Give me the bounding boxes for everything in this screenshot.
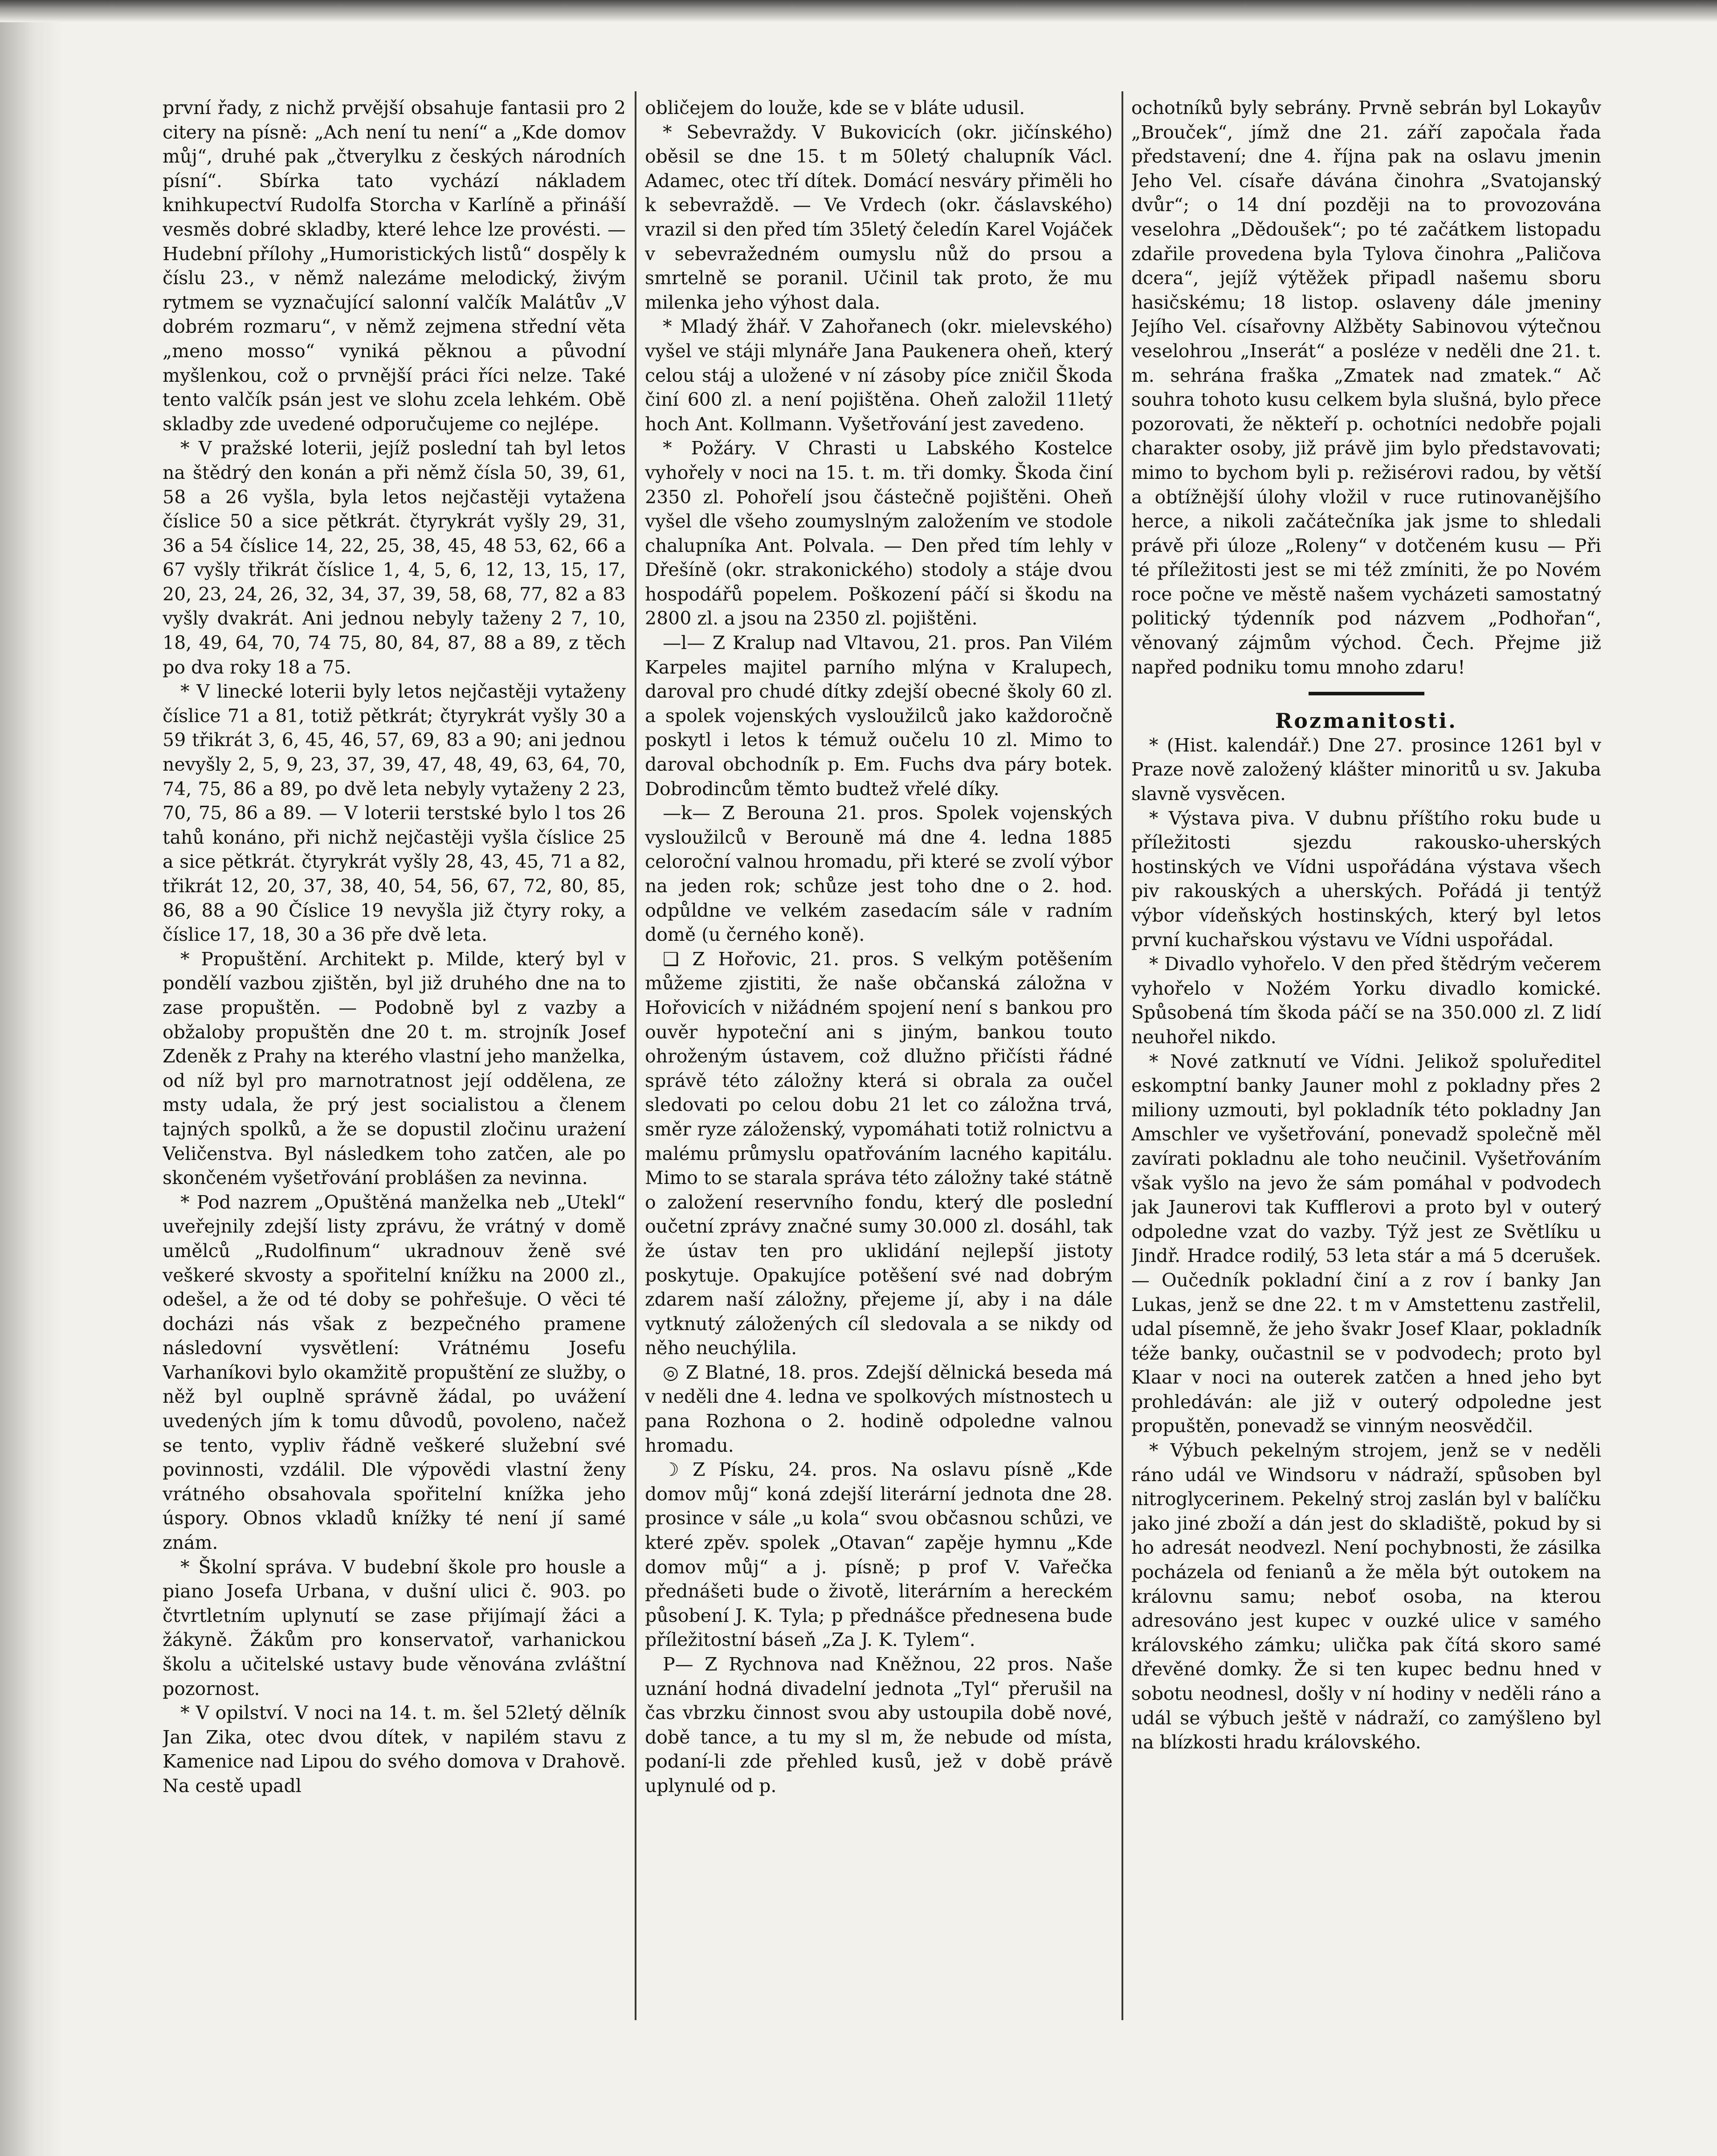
article-young-arsonist: * Mladý žhář. V Zahořanech (okr. mielevského) vyšel ve stáji mlynáře Jana Paukenera oheň, který celou stáj a uložené v ní zásoby píce zničil Škoda činí 600 zl. a není pojištěna. Oheň založil 11letý hoch Ant. Kollmann. Vyšetřování jest zavedeno. [645, 316, 1113, 435]
article-releases: * Propuštění. Architekt p. Milde, který byl v pondělí vazbou zjištěn, byl již druhého dne na to zase propuštěn. — Podobně byl z vazby a obžaloby propuštěn dne 20 t. m. strojník Josef Zdeněk z Prahy na kterého vlastní jeho manželka, od níž byl pro marnotratnost její oddělena, ze msty udala, že prý jest socialistou a členem tajných spolků, a že se dopustil zločinu urażení Veličenstva. Byl následkem toho zatčen, ale po skončeném vyšetřování problášen za nevinna. [163, 948, 626, 1189]
article-music-review: první řady, z nichž prvější obsahuje fantasii pro 2 citery na písně: „Ach není tu není“ a „Kde domov můj“, druhé pak „čtverylku z českých národních písní“. Sbírka tato vychází nákladem knihkupectví Rudolfa Storcha v Karlíně a přináší vesměs dobré skladby, které lehce lze provésti. — Hudební přílohy „Humoristických listů“ dospěly k číslu 23., v němž nalezáme melodický, živým rytmem se vyznačující salonní valčík Malátův „V dobrém rozmaru“, v němž zejmena střední věta „meno mosso“ vyniká pěknou a původní myšlenkou, což o prvnější práci říci nelze. Také tento valčík psán jest ve slohu zcela lehkém. Obě skladby zde uvedené odporučujeme co nejlépe. [163, 97, 626, 435]
article-abandoned-wife: * Pod nazrem „Opuštěná manželka neb „Utekl“ uveřejnily zdejší listy zprávu, že vrátný v domě umělců „Rudolfinum“ ukradnouv ženě své veškeré skvosty a spořitelní knížku na 2000 zl., odešel, a že od té doby se pohřešuje. O věci té docházi nás však z bezpečného pramene následovní vysvětlení: Vrátnému Josefu Varhaníkovi bylo okamžitě propuštění ze služby, o něž byl ouplně správně žádal, po uvážení uvedených jím k tomu důvodů, povoleno, načež se tento, vypliv řádně veškeré služební své povinnosti, vzdálil. Dle výpovědi vlastní ženy vrátného obsahovala spořitelní knížka jeho úspory. Obnos vkladů knížky té není jí samé znám. [163, 1191, 626, 1554]
article-pisek: ☽ Z Písku, 24. pros. Na oslavu písně „Kde domov můj“ koná zdejší literární jednota dne 28. prosince v sále „u kola“ svou občasnou schůzi, ve které zpěv. spolek „Otavan“ zapěje hymnu „Kde domov můj“ a j. písně; p prof V. Vařečka přednášeti bude o životě, literárním a hereckém působení J. K. Tyla; p přednášce přednesena bude příležitostní báseň „Za J. K. Tylem“. [645, 1459, 1113, 1651]
column-rule-right [1122, 91, 1123, 2020]
article-vienna-arrest: * Nové zatknutí ve Vídni. Jelikož spoluředitel eskomptní banky Jauner mohl z pokladny přes 2 miliony uzmouti, byl pokladník této pokladny Jan Amschler ve vyšetřování, ponevadž společně měl zavírati pokladnu ale toho neučinil. Vyšetřováním však vyšlo na jevo že sám pomáhal v podvodech jak Jaunerovi tak Kufflerovi a proto byl v outerý odpoledne vzat do vazby. Týž jest ze Světlíku u Jindř. Hradce rodilý, 53 leta stár a má 5 dcerušek. — Oučedník pokladní činí a z rov í banky Jan Lukas, jenž se dne 22. t m v Amstettenu zastřelil, udal písemně, že jeho švakr Josef Klaar, pokladník téže banky, oučastnil se v podvodech; proto byl Klaar v noci na outerek zatčen a hned jeho byt prohledáván: ale již v outerý odpoledne jest propuštěn, ponevadž se vinným neosvědčil. [1131, 1050, 1601, 1437]
article-kralupy: —l— Z Kralup nad Vltavou, 21. pros. Pan Vilém Karpeles majitel parního mlýna v Kralupech, daroval pro chudé dítky zdejší obecné školy 60 zl. a spolek vojenských vysloužilců jako každoročně poskytl i letos k témuž oučelu 10 zl. Mimo to daroval obchodník p. Em. Fuchs dva páry botek. Dobrodincům těmto budtež vřelé díky. [645, 632, 1113, 800]
article-linz-lottery: * V linecké loterii byly letos nejčastěji vytaženy číslice 71 a 81, totiž pětkrát; čtyrykrát vyšly 30 a 59 třikrát 3, 6, 45, 46, 57, 69, 83 a 90; ani jednou nevyšly 2, 5, 9, 23, 37, 39, 47, 48, 49, 63, 64, 70, 74, 75, 86 a 89, po dvě leta nebyly vytaženy 2 23, 70, 75, 86 a 89. — V loterii terstské bylo l tos 26 tahů konáno, při nichž nejčastěji vyšla číslice 25 a sice pětkrát. čtyrykrát vyšly 28, 43, 45, 71 a 82, třikrát 12, 20, 37, 38, 40, 54, 56, 67, 72, 80, 85, 86, 88 a 90 Číslice 19 nevyšla již čtyry roky, a číslice 17, 18, 30 a 36 pře dvě leta. [163, 681, 626, 946]
scan-edge-top [0, 0, 1717, 22]
scan-edge-left [0, 0, 62, 2156]
column-rule-left [635, 91, 636, 2020]
article-amateur-theatre: ochotníků byly sebrány. Prvně sebrán byl Lokayův „Brouček“, jímž dne 21. září započala řada představení; dne 4. října pak na oslavu jmenin Jeho Vel. císaře dávána činohra „Svatojanský dvůr“; o 14 dní později na to provozována veselohra „Dědoušek“; po té začátkem listopadu zdařile provedena byla Tylova činohra „Paličova dcera“, jejíž výtěžek připadl našemu sboru hasičskému; 18 listop. oslaveny dále jmeniny Jejího Vel. císařovny Alžběty Sabinovou výtečnou veselohrou „Inserát“ a posléze v neděli dne 21. t. m. sehrána fraška „Zmatek nad zmatek.“ Ač souhra tohoto kusu celkem byla slušná, bylo přece pozorovati, že někteří p. ochotníci nedobře pojali charakter osoby, již právě jim bylo představovati; mimo to bychom byli p. režisérovi radou, by větší a obtížnější úlohy vložil v ruce rutinovanějšího herce, a nikoli začátečníka jak jsme to shledali právě při úloze „Roleny“ v dotčeném kusu — Při té příležitosti jest se mi též zmíniti, že po Novém roce počne ve městě našem vycházeti samostatný politický týdenník pod názvem „Podhořan“, věnovaný zájmům východ. Čech. Přejme již napřed podniku tomu mnoho zdaru! [1131, 97, 1601, 678]
article-rychnov: P— Z Rychnova nad Kněžnou, 22 pros. Naše uznání hodná divadelní jednota „Tyl“ přerušil na čas vbrzku činnost svou aby ustoupila době nové, době tance, a tu my sl m, že nebude od místa, podaní-li zde přehled kusů, jež v době právě uplynulé od p. [645, 1654, 1113, 1797]
column-3 [1131, 96, 1601, 2127]
article-drunkenness: * V opilství. V noci na 14. t. m. šel 52letý dělník Jan Zika, otec dvou dítek, v napilém stavu z Kamenice nad Lipou do svého domova v Drahově. Na cestě upadl [163, 1702, 626, 1797]
article-prague-lottery: * V pražské loterii, jejíž poslední tah byl letos na štědrý den konán a při němž čísla 50, 39, 61, 58 a 26 vyšla, byla letos nejčastěji vytažena číslice 50 a sice pětkrát. čtyrykrát vyšly 29, 31, 36 a 54 číslice 14, 22, 25, 38, 45, 48 53, 62, 66 a 67 vyšly třikrát číslice 1, 4, 5, 6, 12, 13, 15, 17, 20, 23, 24, 26, 32, 34, 37, 39, 58, 68, 77, 82 a 83 vyšly dvakrát. Ani jednou nebyly taženy 2 7, 10, 18, 49, 64, 70, 74 75, 80, 84, 87, 88 a 89, z těch po dva roky 18 a 75. [163, 437, 626, 678]
section-separator [1309, 692, 1424, 695]
article-school-notice: * Školní správa. V budební škole pro housle a piano Josefa Urbana, v dušní ulici č. 903. po čtvrtletním uplynutí se zase přijímají žáci a žákyně. Žákům pro konservatoř, varhanickou školu a učitelské ustavy bude věnována zvláštní pozornost. [163, 1556, 626, 1699]
article-fires: * Požáry. V Chrasti u Labského Kostelce vyhořely v noci na 15. t. m. tři domky. Škoda činí 2350 zl. Pohořelí jsou částečně pojištěni. Oheň vyšel dle všeho zoumyslným založením ve stodole chalupníka Ant. Polvala. — Den před tím lehly v Dřešíně (okr. strakonického) stodoly a stáje dvou hospodářů popelem. Poškození páčí si škodu na 2800 zl. a jsou na 2350 zl. pojištěni. [645, 437, 1113, 629]
section-heading-rozmanitosti: Rozmanitosti. [1275, 709, 1457, 733]
article-historical-calendar: * (Hist. kalendář.) Dne 27. prosince 1261 byl v Praze nově založený klášter minoritů u sv. Jakuba slavně vysvěcen. [1131, 734, 1601, 805]
article-beer-exhibition: * Výstava piva. V dubnu příštího roku bude u příležitosti sjezdu rakousko-uherských hostinských ve Vídni uspořádána výstava všech piv rakouských a uherských. Pořádá ji tentýž výbor vídeňských hostinských, který byl letos první kuchařskou výstavu ve Vídni uspořádal. [1131, 807, 1601, 951]
article-theatre-burned: * Divadlo vyhořelo. V den před štědrým večerem vyhořelo v Nožém Yorku divadlo komické. Spůsobená tím škoda páčí se na 350.000 zl. Z lidí neuhořel nikdo. [1131, 953, 1601, 1048]
article-horovice: ❑ Z Hořovic, 21. pros. S velkým potěšením můžeme zjistiti, že naše občanská záložna v Hořovicích v nižádném spojení není s bankou pro ouvěr hypoteční ani s jiným, bankou touto ohroženým ústavem, což dlužno přičísti řádné správě této záložny která si obrala za oučel sledovati po celou dobu 21 let co záložna trvá, směr ryze záloženský, vypomáhati totiž rolnictvu a malému průmyslu opatřováním lacného kapitálu. Mimo to se starala správa této záložny také státně o založení reservního fondu, který dle poslední oučetní zprávy značné sumy 30.000 zl. dosáhl, tak že ústav ten pro uklidání nejlepší jistoty poskytuje. Opakujíce potěšení své nad dobrým zdarem naší záložny, přejeme jí, aby i na dále vytknutý záložených cíl sledovala a se nikdy od něho neuchýlila. [645, 948, 1113, 1359]
article-windsor-explosion: * Výbuch pekelným strojem, jenž se v neděli ráno udál ve Windsoru v nádraží, spůsoben byl nitroglycerinem. Pekelný stroj zaslán byl v balíčku jako jiné zboží a dán jest do skladiště, pokud by si ho adresát neodvezl. Není pochybnosti, že zásilka pocházela od fenianů a že měla být outokem na královnu samu; neboť osoba, na kterou adresováno jest kupec v ouzké ulice v samého královského zámku; ulička pak čítá skoro samé dřevěné domky. Že si ten kupec bednu hned v sobotu neodnesl, došly v ní hodiny v neděli ráno a udál se výbuch ještě v nádraží, co zamýšleno byl na blízkosti hradu královského. [1131, 1440, 1601, 1753]
article-continuation: obličejem do louže, kde se v bláte udusil. [645, 97, 1025, 118]
article-suicides: * Sebevraždy. V Bukovicích (okr. jičínského) oběsil se dne 15. t m 50letý chalupník Václ. Adamec, otec tří dítek. Domácí nesváry přiměli ho k sebevraždě. — Ve Vrdech (okr. čáslavského) vrazil si den před tím 35letý čeledín Karel Vojáček v sebevražedném oumyslu nůž do prsou a smrtelně se poranil. Učinil tak proto, že mu milenka jeho výhost dala. [645, 121, 1113, 313]
article-blatna: ◎ Z Blatné, 18. pros. Zdejší dělnická beseda má v neděli dne 4. ledna ve spolkových místnostech u pana Rozhona o 2. hodině odpoledne valnou hromadu. [645, 1361, 1113, 1456]
column-1 [163, 96, 626, 2127]
article-beroun: —k— Z Berouna 21. pros. Spolek vojenských vysloužilců v Berouně má dne 4. ledna 1885 celoroční valnou hromadu, při které se zvolí výbor na jeden rok; schůze jest toho dne o 2. hod. odpůldne ve velkém zasedacím sále v radním domě (u černého koně). [645, 802, 1113, 946]
column-2 [645, 96, 1113, 2127]
